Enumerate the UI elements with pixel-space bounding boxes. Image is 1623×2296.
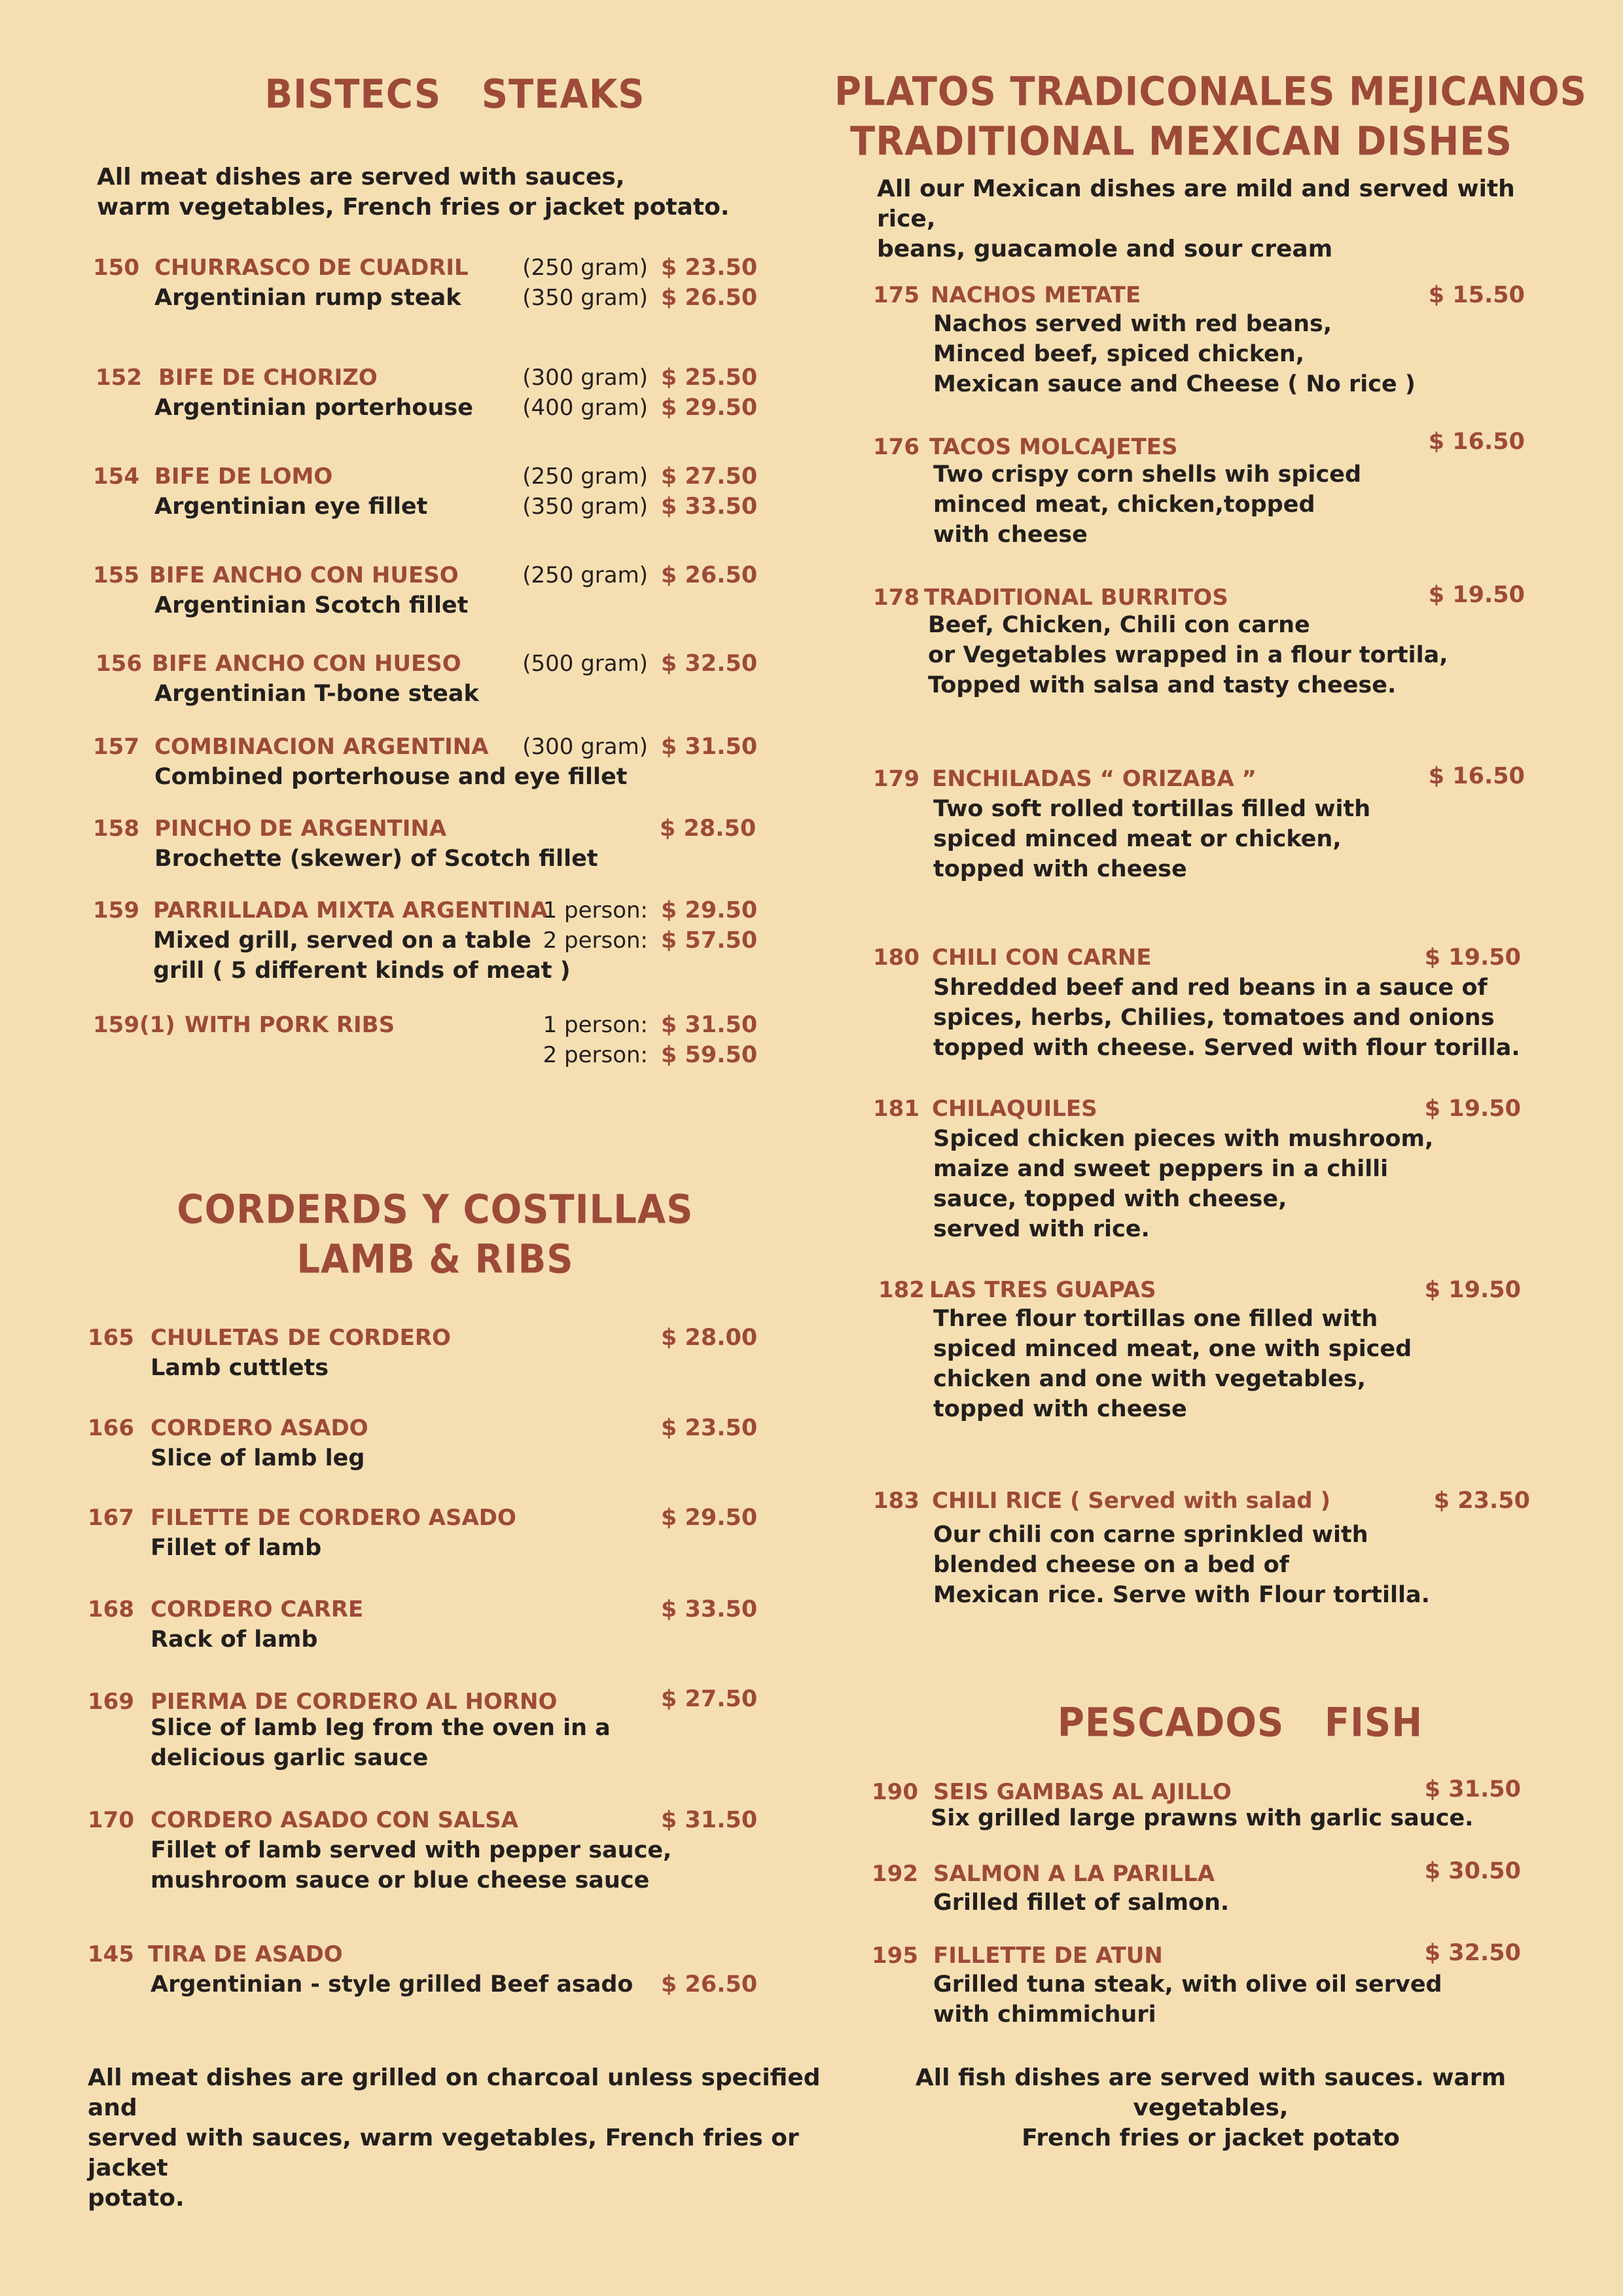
item-description: Combined porterhouse and eye fillet [154,764,628,790]
price-option [85,649,758,679]
item-number: 183 [873,1488,919,1514]
item-number: 159 [93,897,139,924]
mexican-intro: All our Mexican dishes are mild and served with rice, beans, guacamole and sour cream [877,175,1515,262]
price-option [85,283,758,313]
portion-label: 1 person: [543,897,648,924]
item-price: $ 25.50 [661,365,758,391]
item-description: Spiced chicken pieces with mushroom, maize and sweet peppers in a chilli sauce, topped with cheese, served with rice. [933,1126,1434,1242]
price-option [85,363,758,393]
item-price: $ 15.50 [1428,282,1525,308]
steaks-intro: All meat dishes are served with sauces, warm vegetables, French fries or jacket potato. [97,164,730,221]
item-number: 152 [96,365,142,391]
item-number: 150 [93,255,139,281]
item-price: $ 29.50 [661,395,758,421]
item-name: CHULETAS DE CORDERO [151,1325,451,1351]
item-name: CHILAQUILES [932,1096,1097,1122]
mexican-heading-line1: PLATOS TRADICONALES MEJICANOS [834,69,1587,115]
item-name: TIRA DE ASADO [148,1941,343,1967]
item-description: Six grilled large prawns with garlic sauce. [931,1805,1474,1831]
item-name: CHURRASCO DE CUADRIL [154,255,469,281]
item-description: Beef, Chicken, Chili con carne or Vegetables wrapped in a flour tortila, Topped with salsa and tasty cheese. [928,612,1448,698]
item-price: $ 33.50 [661,1596,758,1623]
item-price: $ 19.50 [1424,1096,1521,1122]
item-price: $ 29.50 [661,897,758,924]
item-number: 178 [873,584,919,611]
item-name: FILETTE DE CORDERO ASADO [151,1505,516,1531]
item-description: Fillet of lamb [151,1535,322,1561]
item-description: Grilled fillet of salmon. [933,1890,1230,1916]
item-description: Argentinian rump steak [154,285,461,311]
item-description: Argentinian eye fillet [154,493,428,520]
item-price: $ 57.50 [661,927,758,954]
item-number: 169 [88,1689,134,1715]
item-description: Our chili con carne sprinkled with blended cheese on a bed of Mexican rice. Serve with Flour tortilla. [933,1522,1430,1608]
item-price: $ 23.50 [1433,1488,1530,1514]
item-price: $ 23.50 [661,255,758,281]
portion-label: (300 gram) [522,365,648,391]
item-name: CORDERO ASADO CON SALSA [151,1807,518,1833]
item-description: Two crispy corn shells wih spiced minced meat, chicken,topped with cheese [933,461,1361,548]
item-description: Argentinian - style grilled Beef asado [151,1971,633,1998]
price-option [85,925,758,956]
price-option [85,393,758,423]
item-price: $ 19.50 [1424,944,1521,971]
item-price: $ 32.50 [661,651,758,677]
item-number: 192 [872,1861,918,1887]
item-name: BIFE ANCHO CON HUESO [152,651,461,677]
item-name: PARRILLADA MIXTA ARGENTINA [153,897,548,924]
item-price: $ 31.50 [661,1012,758,1038]
item-price: $ 31.50 [1424,1776,1521,1803]
item-name: BIFE DE LOMO [154,463,333,490]
item-description: Brochette (skewer) of Scotch fillet [154,846,598,872]
mexican-heading-line2: TRADITIONAL MEXICAN DISHES [850,118,1512,165]
portion-label: (400 gram) [522,395,648,421]
item-name: SALMON A LA PARILLA [933,1861,1215,1887]
item-description: Argentinian Scotch fillet [154,592,469,619]
item-name: TACOS MOLCAJETES [929,434,1178,460]
item-description: Mixed grill, served on a table grill ( 5 different kinds of meat ) [153,927,571,984]
item-description: Argentinian T-bone steak [154,681,479,707]
item-name: TRADITIONAL BURRITOS [924,584,1228,611]
item-name: NACHOS METATE [931,282,1141,308]
item-number: 182 [878,1277,925,1303]
item-price: $ 19.50 [1428,582,1525,608]
item-number: 167 [88,1505,134,1531]
price-option [85,492,758,522]
item-name: PIERMA DE CORDERO AL HORNO [151,1689,558,1715]
item-description: Lamb cuttlets [151,1355,329,1381]
item-description: Slice of lamb leg [151,1445,365,1471]
item-price: $ 32.50 [1424,1940,1521,1966]
price-option [85,814,757,844]
price-option [85,732,758,762]
price-option [85,1010,758,1040]
portion-label: (350 gram) [522,285,648,311]
item-name: PINCHO DE ARGENTINA [154,816,447,842]
item-name: WITH PORK RIBS [185,1012,395,1038]
steaks-heading: BISTECS STEAKS [264,71,645,118]
item-description: Three flour tortillas one filled with spiced minced meat, one with spiced chicken and one with vegetables, topped with cheese [933,1306,1412,1422]
price-option [85,253,758,283]
item-number: 156 [96,651,142,677]
portion-label: (300 gram) [522,734,648,760]
item-name: BIFE DE CHORIZO [158,365,378,391]
item-number: 157 [93,734,139,760]
price-option [85,1040,758,1070]
item-name: FILLETTE DE ATUN [933,1943,1163,1969]
item-name: CORDERO CARRE [151,1596,364,1623]
item-name: COMBINACION ARGENTINA [154,734,489,760]
price-option [85,895,758,925]
item-number: 170 [88,1807,134,1833]
item-price: $ 26.50 [661,562,758,588]
item-number: 165 [88,1325,134,1351]
portion-label: (500 gram) [522,651,648,677]
item-description: Nachos served with red beans, Minced beef, spiced chicken, Mexican sauce and Cheese ( No rice ) [933,311,1416,397]
item-number: 175 [873,282,919,308]
item-number: 145 [88,1941,134,1967]
portion-label: (250 gram) [522,562,648,588]
item-price: $ 30.50 [1424,1858,1521,1884]
item-name: SEIS GAMBAS AL AJILLO [933,1779,1232,1805]
item-number: 190 [872,1779,918,1805]
item-price: $ 59.50 [661,1042,758,1068]
item-number: 154 [93,463,139,490]
item-description: Shredded beef and red beans in a sauce of spices, herbs, Chilies, tomatoes and onions topped with cheese. Served with flour torilla. [933,975,1520,1061]
item-description: Grilled tuna steak, with olive oil served with chimmichuri [933,1971,1442,2028]
item-price: $ 31.50 [661,734,758,760]
item-name: LAS TRES GUAPAS [929,1277,1156,1303]
item-name: CORDERO ASADO [151,1415,368,1441]
price-option [85,560,758,590]
portion-label: (250 gram) [522,463,648,490]
item-price: $ 27.50 [661,1686,758,1712]
item-price: $ 33.50 [661,493,758,520]
item-description: Rack of lamb [151,1626,318,1653]
item-description: Two soft rolled tortillas filled with spiced minced meat or chicken, topped with cheese [933,796,1371,882]
item-number: 180 [873,944,919,971]
item-name: ENCHILADAS “ ORIZABA ” [932,766,1257,792]
fish-footer-note: All fish dishes are served with sauces. warm vegetables, French fries or jacket potato [915,2064,1507,2151]
item-price: $ 29.50 [661,1505,758,1531]
item-price: $ 31.50 [661,1807,758,1833]
item-price: $ 26.50 [661,1971,758,1998]
item-number: 166 [88,1415,134,1441]
item-price: $ 27.50 [661,463,758,490]
item-number: 176 [873,434,919,460]
item-number: 179 [873,766,919,792]
item-price: $ 26.50 [661,285,758,311]
item-number: 159(1) [93,1012,175,1038]
item-number: 158 [93,816,139,842]
lamb-heading-line1: CORDERDS Y COSTILLAS [177,1187,694,1233]
item-description: Fillet of lamb served with pepper sauce, mushroom sauce or blue cheese sauce [151,1837,672,1893]
portion-label: 2 person: [543,927,648,954]
item-price: $ 16.50 [1428,763,1525,789]
item-name: CHILI RICE ( Served with salad ) [932,1488,1330,1514]
portion-label: 2 person: [543,1042,648,1068]
item-number: 155 [93,562,139,588]
item-number: 195 [872,1943,918,1969]
item-number: 181 [873,1096,919,1122]
item-description: Slice of lamb leg from the oven in a delicious garlic sauce [151,1715,611,1771]
item-description: Argentinian porterhouse [154,395,473,421]
portion-label: 1 person: [543,1012,648,1038]
portion-label: (350 gram) [522,493,648,520]
lamb-heading-line2: LAMB & RIBS [296,1236,574,1283]
item-price: $ 23.50 [661,1415,758,1441]
item-name: CHILI CON CARNE [932,944,1152,971]
item-price: $ 28.00 [661,1325,758,1351]
item-price: $ 19.50 [1424,1277,1521,1303]
lamb-footer-note: All meat dishes are grilled on charcoal unless specified and served with sauces, warm vegetables, French fries or jacket potato. [88,2064,821,2212]
fish-heading: PESCADOS FISH [1057,1700,1423,1746]
portion-label: (250 gram) [522,255,648,281]
item-name: BIFE ANCHO CON HUESO [149,562,459,588]
price-option [85,461,758,492]
item-number: 168 [88,1596,134,1623]
item-price: $ 16.50 [1428,429,1525,455]
item-price: $ 28.50 [660,816,757,842]
